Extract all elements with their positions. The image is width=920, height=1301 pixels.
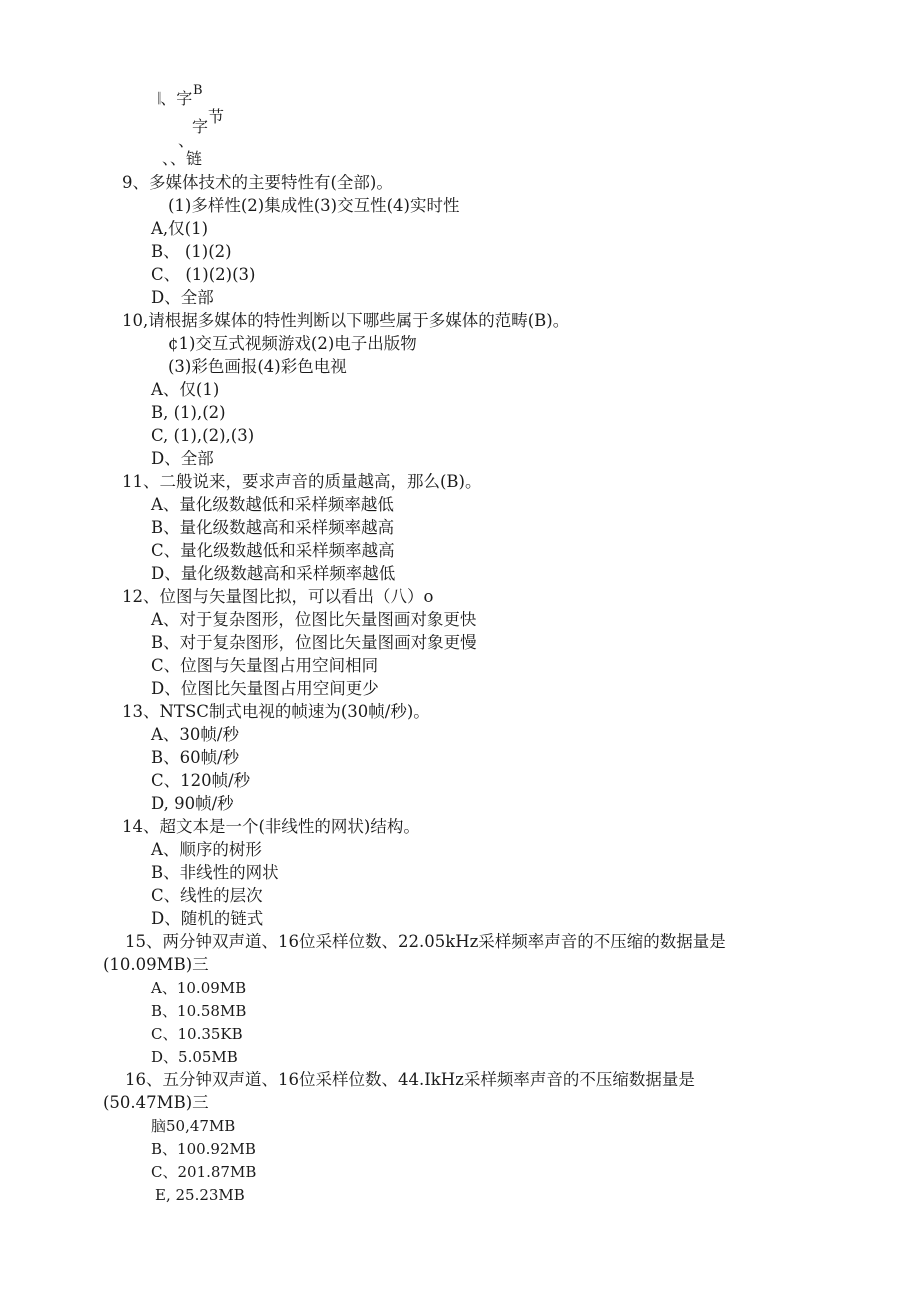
fragment-text: 、、链 [162, 149, 203, 168]
answer-option: A、顺序的树形 [151, 840, 262, 859]
question-stem: 13、NTSC制式电视的帧速为(30帧/秒)。 [122, 702, 430, 721]
question-stem-continued: (10.09MB)三 [103, 955, 209, 974]
fragment-text: B [193, 83, 203, 98]
answer-option: A、10.09MB [151, 979, 247, 997]
answer-option: D、全部 [151, 288, 214, 307]
answer-option: B、量化级数越高和采样频率越高 [151, 518, 395, 537]
answer-option: A、仅(1) [151, 380, 220, 399]
answer-option: C、 (1)(2)(3) [151, 265, 256, 284]
answer-option: D、位图比矢量图占用空间更少 [151, 679, 379, 698]
answer-option: B、60帧/秒 [151, 748, 240, 767]
answer-option: C、10.35KB [151, 1025, 243, 1043]
answer-option: B、100.92MB [151, 1140, 256, 1158]
question-stem: 11、二般说来，要求声音的质量越高，那么(B)。 [122, 472, 482, 491]
fragment-text: 节 [208, 107, 225, 126]
answer-option: B, (1),(2) [151, 403, 226, 422]
answer-option: B、10.58MB [151, 1002, 247, 1020]
question-stem: 14、超文本是一个(非线性的网状)结构。 [122, 817, 420, 836]
fragment-text: 𝄁、字 [158, 89, 193, 108]
fragment-text: 、 [178, 131, 195, 150]
answer-option: D、量化级数越高和采样频率越低 [151, 564, 396, 583]
question-stem: 15、两分钟双声道、16位采样位数、22.05kHz采样频率声音的不压缩的数据量是 [125, 932, 726, 951]
question-subtext: ¢1)交互式视频游戏(2)电子出版物 [168, 334, 417, 353]
answer-option: C、120帧/秒 [151, 771, 251, 790]
answer-option: C, (1),(2),(3) [151, 426, 255, 445]
answer-option: D、5.05MB [151, 1048, 238, 1066]
question-stem: 16、五分钟双声道、16位采样位数、44.IkHz采样频率声音的不压缩数据量是 [125, 1070, 695, 1089]
answer-option: C、线性的层次 [151, 886, 263, 905]
answer-option: A、30帧/秒 [151, 725, 239, 744]
answer-option: C、201.87MB [151, 1163, 257, 1181]
answer-option: B、非线性的网状 [151, 863, 279, 882]
question-stem: 9、多媒体技术的主要特性有(全部)。 [122, 173, 393, 192]
answer-option: 脑50,47MB [151, 1117, 236, 1135]
answer-option: B、 (1)(2) [151, 242, 232, 261]
answer-option: A,仅(1) [151, 219, 209, 238]
question-subtext: (3)彩色画报(4)彩色电视 [168, 357, 347, 376]
answer-option: C、量化级数越低和采样频率越高 [151, 541, 395, 560]
answer-option: A、对于复杂图形，位图比矢量图画对象更快 [151, 610, 477, 629]
answer-option: E, 25.23MB [155, 1186, 245, 1204]
question-stem-continued: (50.47MB)三 [103, 1093, 209, 1112]
answer-option: B、对于复杂图形，位图比矢量图画对象更慢 [151, 633, 477, 652]
question-stem: 10,请根据多媒体的特性判断以下哪些属于多媒体的范畴(B)。 [122, 311, 570, 330]
question-stem: 12、位图与矢量图比拟，可以看出（八）o [122, 587, 434, 606]
fragment-text: 字 [192, 117, 209, 136]
answer-option: D、全部 [151, 449, 214, 468]
answer-option: A、量化级数越低和采样频率越低 [151, 495, 394, 514]
answer-option: C、位图与矢量图占用空间相同 [151, 656, 379, 675]
answer-option: D, 90帧/秒 [151, 794, 234, 813]
answer-option: D、随机的链式 [151, 909, 264, 928]
question-subtext: (1)多样性(2)集成性(3)交互性(4)实时性 [168, 196, 460, 215]
